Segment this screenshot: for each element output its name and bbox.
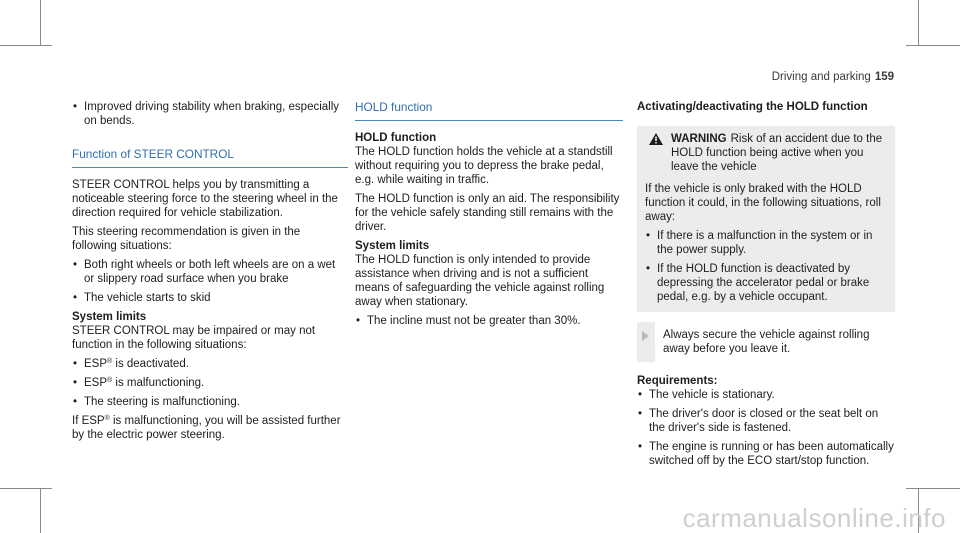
paragraph: The HOLD function is only intended to provide assistance when driving and is not a sufficient means of safeguarding the vehicle against rolling away when stationary.: [355, 254, 605, 308]
intro-list: [72, 100, 348, 128]
subheading-system-limits: System limits: [72, 311, 147, 323]
requirements-list: [637, 388, 895, 468]
crop-mark: [906, 45, 960, 46]
crop-mark: [40, 0, 41, 46]
crop-mark: [0, 45, 52, 46]
subheading-hold-function: HOLD function: [355, 132, 437, 144]
subheading-system-limits: System limits: [355, 240, 430, 252]
column-middle: [355, 100, 623, 333]
warning-body: If the vehicle is only braked with the HOLD function it could, in the following situations, roll away:: [645, 183, 881, 223]
list-item: • ESP® is malfunctioning.: [73, 377, 205, 389]
list-item: • The vehicle is stationary.: [638, 389, 775, 401]
paragraph: STEER CONTROL helps you by transmitting a noticeable steering force to the steering wheel in the direction required for vehicle stabilization.: [72, 179, 338, 219]
list-item: • If the HOLD function is deactivated by depressing the accelerator pedal or brake pedal, e.g. by a vehicle occupant.: [646, 263, 870, 303]
limits-list: [72, 357, 348, 409]
list-item: • Improved driving stability when braking, especially on bends.: [73, 101, 340, 127]
requirements-heading: Requirements:: [637, 375, 718, 387]
warning-box: [637, 126, 895, 312]
warning-label: WARNING: [671, 133, 727, 145]
page-header: [772, 70, 894, 84]
note-text: Always secure the vehicle against rolling away before you leave it.: [663, 329, 870, 355]
list-item: • If there is a malfunction in the system or in the power supply.: [646, 230, 873, 256]
list-item: • The driver's door is closed or the seat belt on the driver's side is fastened.: [638, 408, 879, 434]
paragraph: The HOLD function holds the vehicle at a standstill without requiring you to depress the brake pedal, e.g. while waiting in traffic.: [355, 146, 613, 186]
section-title-hold-function: HOLD function: [355, 100, 623, 121]
list-item: • The engine is running or has been automatically switched off by the ECO start/stop function.: [638, 441, 894, 467]
paragraph: This steering recommendation is given in the following situations:: [72, 226, 301, 252]
warning-header: [645, 132, 887, 174]
list-item: • ESP® is deactivated.: [73, 358, 189, 370]
crop-mark: [906, 488, 960, 489]
paragraph: If ESP® is malfunctioning, you will be assisted further by the electric power steering.: [72, 415, 341, 441]
note-arrow-icon: [642, 331, 649, 341]
list-item: • Both right wheels or both left wheels are on a wet or slippery road surface when you brake: [73, 259, 336, 285]
section-title-steer-control: Function of STEER CONTROL: [72, 147, 348, 168]
situations-list: [72, 258, 348, 305]
warning-triangle-icon: [649, 133, 663, 149]
paragraph: STEER CONTROL may be impaired or may not function in the following situations:: [72, 325, 316, 351]
heading-activating-hold: Activating/deactivating the HOLD function: [637, 101, 868, 113]
list-item: • The steering is malfunctioning.: [73, 396, 240, 408]
paragraph: The HOLD function is only an aid. The responsibility for the vehicle safely standing still remains with the driver.: [355, 193, 620, 233]
watermark: carmanualsonline.info: [682, 503, 946, 533]
crop-mark: [40, 488, 41, 533]
column-left: [72, 100, 348, 447]
crop-mark: [918, 0, 919, 46]
warning-list: [645, 229, 887, 304]
hold-limits-list: [355, 314, 623, 328]
header-section: Driving and parking: [771, 71, 871, 83]
page-number: 159: [874, 71, 894, 83]
list-item: • The incline must not be greater than 30%.: [356, 315, 581, 327]
column-right: [637, 100, 895, 473]
crop-mark: [0, 488, 52, 489]
note-box: [637, 322, 895, 362]
list-item: • The vehicle starts to skid: [73, 292, 211, 304]
warning-text: Risk of an accident due to the HOLD function being active when you leave the vehicle: [671, 133, 883, 173]
